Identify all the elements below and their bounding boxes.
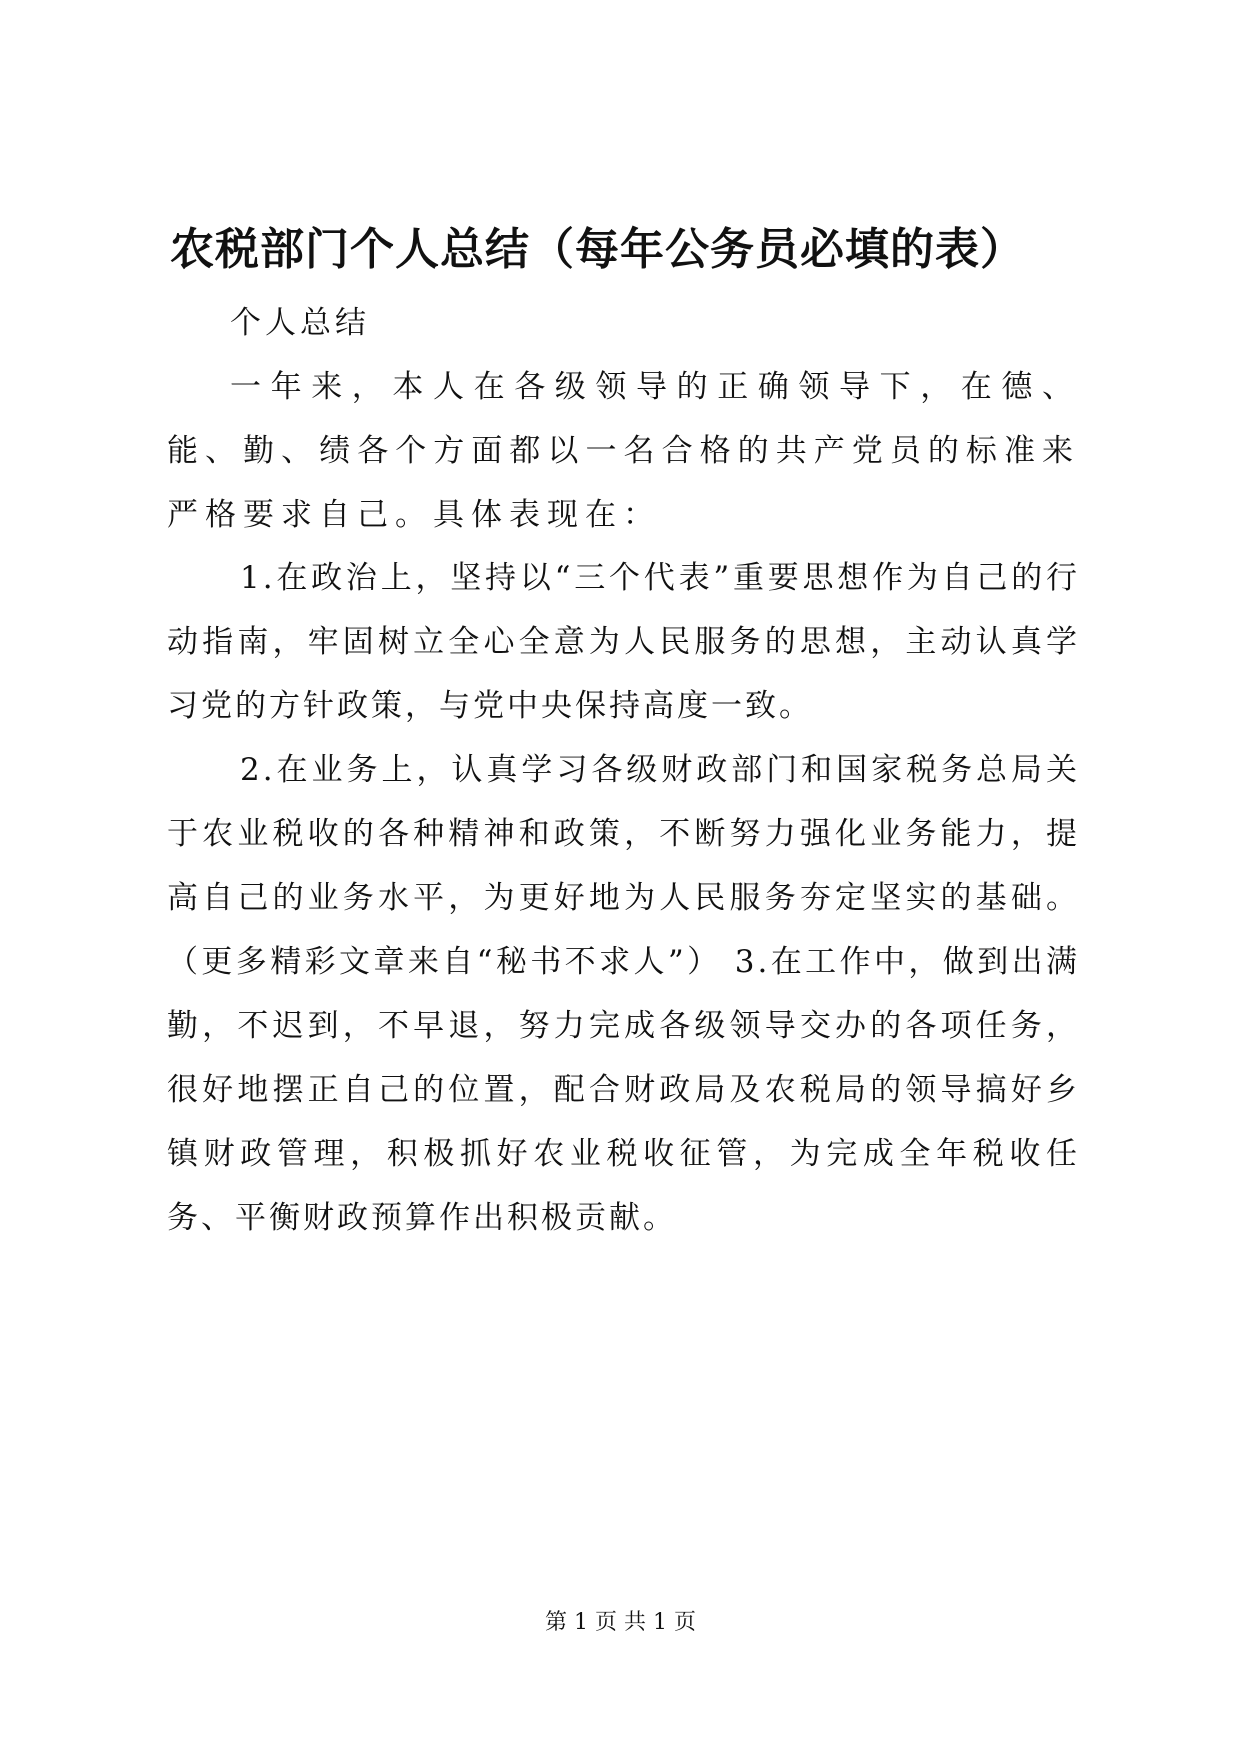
- paragraph-intro: 一年来，本人在各级领导的正确领导下，在德、能、勤、绩各个方面都以一名合格的共产党员的标准来严格要求自己。具体表现在：: [167, 369, 1080, 533]
- page-number-footer: 第 1 页 共 1 页: [545, 1610, 696, 1635]
- paragraph-politics: 1.在政治上，坚持以“三个代表”重要思想作为自己的行动指南，牢固树立全心全意为人民服务的思想，主动认真学习党的方针政策，与党中央保持高度一致。: [167, 560, 1080, 724]
- paragraph-business-and-work: 2.在业务上，认真学习各级财政部门和国家税务总局关于农业税收的各种精神和政策，不断努力强化业务能力，提高自己的业务水平，为更好地为人民服务夯定坚实的基础。（更多精彩文章来自“秘书不求人”） 3.在工作中，做到出满勤，不迟到，不早退，努力完成各级领导交办的各项任务，很好地摆正自己的位置，配合财政局及农税局的领导搞好乡镇财政管理，积极抓好农业税收征管，为完成全年税收任务、平衡财政预算作出积极贡献。: [167, 752, 1080, 1236]
- document-title: 农税部门个人总结（每年公务员必填的表）: [170, 224, 1025, 275]
- section-heading: 个人总结: [230, 305, 370, 341]
